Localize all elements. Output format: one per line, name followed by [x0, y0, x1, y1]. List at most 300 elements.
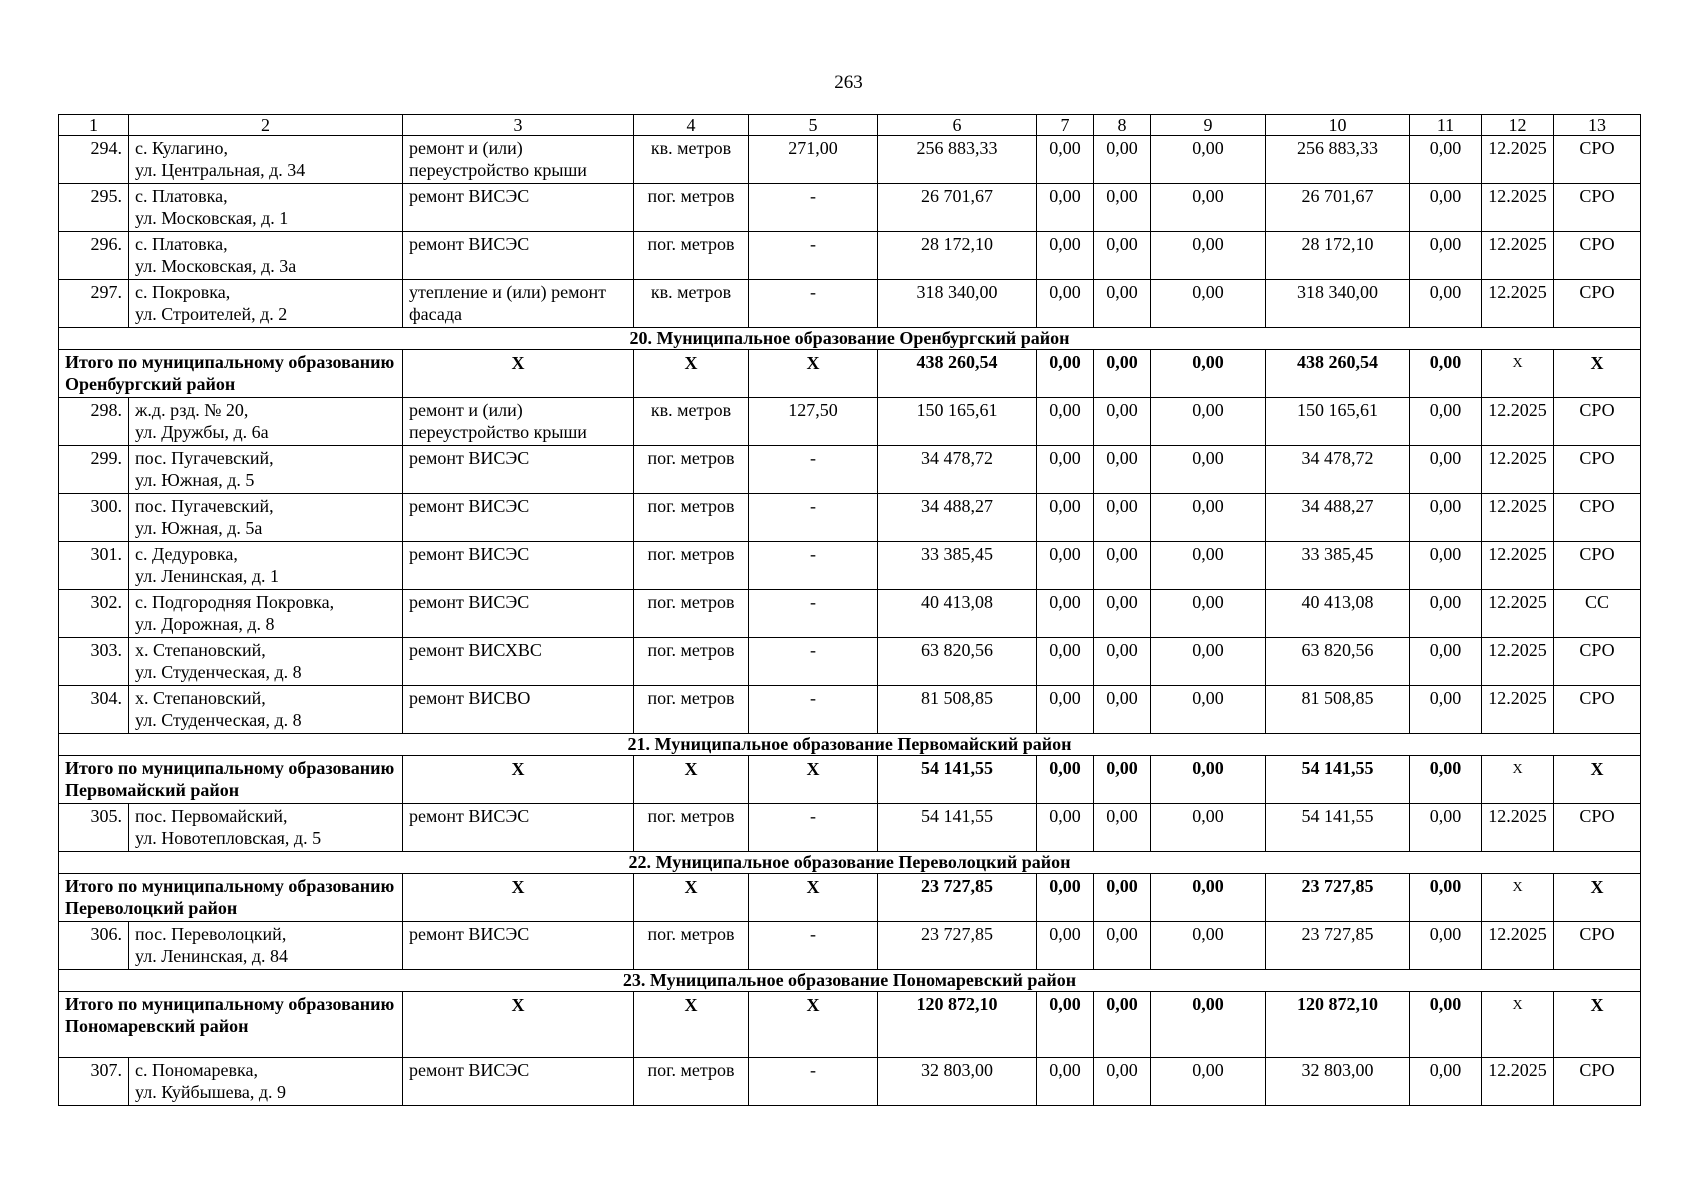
method: СРО: [1554, 232, 1641, 280]
x-mark: X: [1482, 756, 1554, 804]
quantity: -: [749, 446, 878, 494]
total-cost: 256 883,33: [878, 136, 1037, 184]
x-mark: X: [403, 756, 634, 804]
value-col-11: 0,00: [1410, 136, 1482, 184]
quantity: -: [749, 686, 878, 734]
subtotal-total: 23 727,85: [878, 874, 1037, 922]
x-mark: X: [1482, 874, 1554, 922]
address-cell: [129, 1058, 403, 1106]
quantity: -: [749, 804, 878, 852]
x-mark: X: [634, 756, 749, 804]
x-mark: X: [749, 992, 878, 1058]
subtotal-col-7: 0,00: [1037, 874, 1094, 922]
column-header: 13: [1554, 115, 1641, 136]
value-col-9: 0,00: [1151, 1058, 1266, 1106]
completion-date: 12.2025: [1482, 542, 1554, 590]
value-col-8: 0,00: [1094, 1058, 1151, 1106]
row-number: 303.: [59, 638, 129, 686]
work-type: ремонт ВИСВО: [403, 686, 634, 734]
table-row: [59, 232, 1641, 280]
unit: пог. метров: [634, 232, 749, 280]
subtotal-col-11: 0,00: [1410, 756, 1482, 804]
address-line-street: ул. Ленинская, д. 84: [135, 946, 289, 966]
row-number: 299.: [59, 446, 129, 494]
address-line-street: ул. Студенческая, д. 8: [135, 710, 302, 730]
value-col-10: 33 385,45: [1266, 542, 1410, 590]
unit: пог. метров: [634, 638, 749, 686]
value-col-8: 0,00: [1094, 136, 1151, 184]
total-cost: 32 803,00: [878, 1058, 1037, 1106]
subtotal-label: Итого по муниципальному образованию Переволоцкий район: [59, 874, 403, 922]
subtotal-col-10: 23 727,85: [1266, 874, 1410, 922]
value-col-9: 0,00: [1151, 804, 1266, 852]
address-line-settlement: пос. Переволоцкий,: [135, 924, 287, 944]
value-col-11: 0,00: [1410, 494, 1482, 542]
row-number: 294.: [59, 136, 129, 184]
x-mark: X: [1554, 756, 1641, 804]
value-col-9: 0,00: [1151, 638, 1266, 686]
value-col-11: 0,00: [1410, 922, 1482, 970]
total-cost: 23 727,85: [878, 922, 1037, 970]
address-line-settlement: с. Подгородняя Покровка,: [135, 592, 335, 612]
subtotal-col-11: 0,00: [1410, 350, 1482, 398]
column-header: 10: [1266, 115, 1410, 136]
x-mark: X: [403, 874, 634, 922]
value-col-9: 0,00: [1151, 494, 1266, 542]
address-line-street: ул. Дорожная, д. 8: [135, 614, 275, 634]
address-line-street: ул. Центральная, д. 34: [135, 160, 306, 180]
value-col-11: 0,00: [1410, 232, 1482, 280]
address-line-street: ул. Строителей, д. 2: [135, 304, 288, 324]
column-header: 5: [749, 115, 878, 136]
address-line-street: ул. Московская, д. 1: [135, 208, 289, 228]
table-row: [59, 590, 1641, 638]
value-col-9: 0,00: [1151, 232, 1266, 280]
unit: кв. метров: [634, 398, 749, 446]
completion-date: 12.2025: [1482, 638, 1554, 686]
subtotal-col-8: 0,00: [1094, 350, 1151, 398]
address-cell: [129, 184, 403, 232]
subtotal-col-8: 0,00: [1094, 756, 1151, 804]
value-col-11: 0,00: [1410, 1058, 1482, 1106]
address-line-street: ул. Южная, д. 5: [135, 470, 255, 490]
quantity: -: [749, 232, 878, 280]
column-header: 11: [1410, 115, 1482, 136]
value-col-8: 0,00: [1094, 494, 1151, 542]
column-header: 8: [1094, 115, 1151, 136]
row-number: 306.: [59, 922, 129, 970]
value-col-10: 32 803,00: [1266, 1058, 1410, 1106]
completion-date: 12.2025: [1482, 590, 1554, 638]
address-cell: [129, 922, 403, 970]
subtotal-label: Итого по муниципальному образованию Оренбургский район: [59, 350, 403, 398]
x-mark: X: [634, 992, 749, 1058]
row-number: 305.: [59, 804, 129, 852]
subtotal-col-10: 120 872,10: [1266, 992, 1410, 1058]
address-line-street: ул. Новотепловская, д. 5: [135, 828, 322, 848]
value-col-10: 318 340,00: [1266, 280, 1410, 328]
total-cost: 28 172,10: [878, 232, 1037, 280]
x-mark: X: [403, 992, 634, 1058]
value-col-7: 0,00: [1037, 446, 1094, 494]
value-col-7: 0,00: [1037, 804, 1094, 852]
value-col-9: 0,00: [1151, 686, 1266, 734]
work-type: утепление и (или) ремонт фасада: [403, 280, 634, 328]
value-col-8: 0,00: [1094, 638, 1151, 686]
row-number: 301.: [59, 542, 129, 590]
address-line-street: ул. Южная, д. 5а: [135, 518, 263, 538]
value-col-8: 0,00: [1094, 590, 1151, 638]
address-cell: [129, 280, 403, 328]
row-number: 300.: [59, 494, 129, 542]
work-type: ремонт ВИСЭС: [403, 494, 634, 542]
value-col-8: 0,00: [1094, 184, 1151, 232]
value-col-8: 0,00: [1094, 232, 1151, 280]
table-row: [59, 1058, 1641, 1106]
work-type: ремонт ВИСЭС: [403, 922, 634, 970]
unit: пог. метров: [634, 446, 749, 494]
column-header: 12: [1482, 115, 1554, 136]
work-type: ремонт и (или) переустройство крыши: [403, 398, 634, 446]
x-mark: X: [1554, 992, 1641, 1058]
unit: пог. метров: [634, 1058, 749, 1106]
method: СРО: [1554, 638, 1641, 686]
total-cost: 54 141,55: [878, 804, 1037, 852]
address-line-settlement: пос. Пугачевский,: [135, 448, 274, 468]
x-mark: X: [749, 350, 878, 398]
total-cost: 63 820,56: [878, 638, 1037, 686]
completion-date: 12.2025: [1482, 280, 1554, 328]
value-col-11: 0,00: [1410, 398, 1482, 446]
value-col-10: 28 172,10: [1266, 232, 1410, 280]
value-col-9: 0,00: [1151, 922, 1266, 970]
section-title: 20. Муниципальное образование Оренбургский район: [59, 328, 1641, 350]
address-line-street: ул. Студенческая, д. 8: [135, 662, 302, 682]
x-mark: X: [1554, 874, 1641, 922]
row-number: 296.: [59, 232, 129, 280]
method: СРО: [1554, 1058, 1641, 1106]
address-line-settlement: с. Пономаревка,: [135, 1060, 258, 1080]
value-col-11: 0,00: [1410, 590, 1482, 638]
subtotal-col-8: 0,00: [1094, 874, 1151, 922]
quantity: -: [749, 590, 878, 638]
method: СС: [1554, 590, 1641, 638]
value-col-10: 63 820,56: [1266, 638, 1410, 686]
column-header: 1: [59, 115, 129, 136]
value-col-10: 81 508,85: [1266, 686, 1410, 734]
address-line-settlement: х. Степановский,: [135, 640, 266, 660]
unit: пог. метров: [634, 542, 749, 590]
subtotal-col-9: 0,00: [1151, 350, 1266, 398]
address-line-settlement: ж.д. рзд. № 20,: [135, 400, 249, 420]
value-col-7: 0,00: [1037, 638, 1094, 686]
value-col-10: 40 413,08: [1266, 590, 1410, 638]
value-col-7: 0,00: [1037, 280, 1094, 328]
value-col-7: 0,00: [1037, 1058, 1094, 1106]
total-cost: 34 478,72: [878, 446, 1037, 494]
work-type: ремонт ВИСХВС: [403, 638, 634, 686]
section-title: 22. Муниципальное образование Переволоцкий район: [59, 852, 1641, 874]
unit: пог. метров: [634, 804, 749, 852]
table-row: [59, 398, 1641, 446]
table-row: [59, 136, 1641, 184]
work-type: ремонт ВИСЭС: [403, 446, 634, 494]
subtotal-total: 54 141,55: [878, 756, 1037, 804]
address-line-settlement: с. Дедуровка,: [135, 544, 238, 564]
unit: кв. метров: [634, 136, 749, 184]
column-header: 7: [1037, 115, 1094, 136]
table-row: [59, 494, 1641, 542]
value-col-11: 0,00: [1410, 280, 1482, 328]
value-col-8: 0,00: [1094, 280, 1151, 328]
value-col-10: 256 883,33: [1266, 136, 1410, 184]
address-line-street: ул. Дружбы, д. 6а: [135, 422, 269, 442]
value-col-8: 0,00: [1094, 686, 1151, 734]
total-cost: 33 385,45: [878, 542, 1037, 590]
quantity: -: [749, 542, 878, 590]
address-cell: [129, 494, 403, 542]
section-title: 23. Муниципальное образование Пономаревский район: [59, 970, 1641, 992]
subtotal-col-8: 0,00: [1094, 992, 1151, 1058]
work-type: ремонт и (или) переустройство крыши: [403, 136, 634, 184]
value-col-7: 0,00: [1037, 590, 1094, 638]
repair-schedule-table: [58, 114, 1641, 1106]
row-number: 297.: [59, 280, 129, 328]
value-col-9: 0,00: [1151, 136, 1266, 184]
value-col-11: 0,00: [1410, 638, 1482, 686]
value-col-10: 34 478,72: [1266, 446, 1410, 494]
address-cell: [129, 446, 403, 494]
address-cell: [129, 804, 403, 852]
address-line-settlement: х. Степановский,: [135, 688, 266, 708]
section-header-row: [59, 328, 1641, 350]
address-cell: [129, 136, 403, 184]
quantity: -: [749, 280, 878, 328]
subtotal-col-7: 0,00: [1037, 350, 1094, 398]
table-row: [59, 280, 1641, 328]
section-header-row: [59, 734, 1641, 756]
value-col-9: 0,00: [1151, 398, 1266, 446]
address-line-street: ул. Куйбышева, д. 9: [135, 1082, 286, 1102]
subtotal-row: [59, 992, 1641, 1058]
value-col-9: 0,00: [1151, 280, 1266, 328]
total-cost: 40 413,08: [878, 590, 1037, 638]
completion-date: 12.2025: [1482, 804, 1554, 852]
method: СРО: [1554, 542, 1641, 590]
total-cost: 26 701,67: [878, 184, 1037, 232]
x-mark: X: [403, 350, 634, 398]
table-row: [59, 686, 1641, 734]
table-row: [59, 184, 1641, 232]
work-type: ремонт ВИСЭС: [403, 590, 634, 638]
unit: пог. метров: [634, 686, 749, 734]
value-col-8: 0,00: [1094, 542, 1151, 590]
row-number: 307.: [59, 1058, 129, 1106]
total-cost: 34 488,27: [878, 494, 1037, 542]
unit: пог. метров: [634, 494, 749, 542]
unit: пог. метров: [634, 184, 749, 232]
subtotal-col-11: 0,00: [1410, 874, 1482, 922]
x-mark: X: [1482, 350, 1554, 398]
row-number: 298.: [59, 398, 129, 446]
x-mark: X: [749, 756, 878, 804]
method: СРО: [1554, 446, 1641, 494]
address-line-settlement: пос. Первомайский,: [135, 806, 288, 826]
table-row: [59, 804, 1641, 852]
subtotal-row: [59, 350, 1641, 398]
value-col-7: 0,00: [1037, 922, 1094, 970]
value-col-8: 0,00: [1094, 804, 1151, 852]
work-type: ремонт ВИСЭС: [403, 804, 634, 852]
completion-date: 12.2025: [1482, 446, 1554, 494]
section-header-row: [59, 852, 1641, 874]
method: СРО: [1554, 184, 1641, 232]
completion-date: 12.2025: [1482, 232, 1554, 280]
subtotal-total: 438 260,54: [878, 350, 1037, 398]
quantity: -: [749, 1058, 878, 1106]
method: СРО: [1554, 494, 1641, 542]
address-line-street: ул. Ленинская, д. 1: [135, 566, 280, 586]
total-cost: 318 340,00: [878, 280, 1037, 328]
value-col-9: 0,00: [1151, 542, 1266, 590]
address-line-settlement: с. Платовка,: [135, 234, 228, 254]
subtotal-col-10: 438 260,54: [1266, 350, 1410, 398]
value-col-7: 0,00: [1037, 184, 1094, 232]
address-line-settlement: с. Платовка,: [135, 186, 228, 206]
x-mark: X: [1482, 992, 1554, 1058]
quantity: -: [749, 922, 878, 970]
value-col-10: 54 141,55: [1266, 804, 1410, 852]
x-mark: X: [749, 874, 878, 922]
column-header: 6: [878, 115, 1037, 136]
work-type: ремонт ВИСЭС: [403, 232, 634, 280]
subtotal-col-7: 0,00: [1037, 756, 1094, 804]
table-row: [59, 638, 1641, 686]
total-cost: 150 165,61: [878, 398, 1037, 446]
subtotal-col-7: 0,00: [1037, 992, 1094, 1058]
quantity: 127,50: [749, 398, 878, 446]
subtotal-row: [59, 874, 1641, 922]
subtotal-col-9: 0,00: [1151, 874, 1266, 922]
quantity: -: [749, 638, 878, 686]
table-row: [59, 446, 1641, 494]
address-cell: [129, 686, 403, 734]
value-col-10: 26 701,67: [1266, 184, 1410, 232]
value-col-7: 0,00: [1037, 136, 1094, 184]
address-line-settlement: с. Покровка,: [135, 282, 231, 302]
x-mark: X: [1554, 350, 1641, 398]
unit: пог. метров: [634, 922, 749, 970]
column-number-header-row: [59, 115, 1641, 136]
value-col-11: 0,00: [1410, 542, 1482, 590]
address-line-settlement: с. Кулагино,: [135, 138, 228, 158]
table-row: [59, 542, 1641, 590]
method: СРО: [1554, 136, 1641, 184]
value-col-7: 0,00: [1037, 542, 1094, 590]
column-header: 3: [403, 115, 634, 136]
value-col-11: 0,00: [1410, 446, 1482, 494]
subtotal-total: 120 872,10: [878, 992, 1037, 1058]
value-col-8: 0,00: [1094, 398, 1151, 446]
subtotal-col-11: 0,00: [1410, 992, 1482, 1058]
unit: пог. метров: [634, 590, 749, 638]
work-type: ремонт ВИСЭС: [403, 1058, 634, 1106]
address-cell: [129, 398, 403, 446]
completion-date: 12.2025: [1482, 686, 1554, 734]
method: СРО: [1554, 922, 1641, 970]
value-col-7: 0,00: [1037, 232, 1094, 280]
subtotal-col-10: 54 141,55: [1266, 756, 1410, 804]
work-type: ремонт ВИСЭС: [403, 184, 634, 232]
value-col-10: 150 165,61: [1266, 398, 1410, 446]
quantity: 271,00: [749, 136, 878, 184]
value-col-7: 0,00: [1037, 494, 1094, 542]
address-line-street: ул. Московская, д. 3а: [135, 256, 297, 276]
value-col-8: 0,00: [1094, 446, 1151, 494]
row-number: 302.: [59, 590, 129, 638]
address-cell: [129, 590, 403, 638]
row-number: 304.: [59, 686, 129, 734]
method: СРО: [1554, 804, 1641, 852]
value-col-9: 0,00: [1151, 446, 1266, 494]
subtotal-label: Итого по муниципальному образованию Пономаревский район: [59, 992, 403, 1058]
subtotal-row: [59, 756, 1641, 804]
completion-date: 12.2025: [1482, 184, 1554, 232]
value-col-9: 0,00: [1151, 184, 1266, 232]
column-header: 9: [1151, 115, 1266, 136]
value-col-11: 0,00: [1410, 184, 1482, 232]
completion-date: 12.2025: [1482, 1058, 1554, 1106]
method: СРО: [1554, 280, 1641, 328]
work-type: ремонт ВИСЭС: [403, 542, 634, 590]
value-col-10: 23 727,85: [1266, 922, 1410, 970]
address-cell: [129, 542, 403, 590]
value-col-8: 0,00: [1094, 922, 1151, 970]
page-number: 263: [834, 72, 863, 93]
unit: кв. метров: [634, 280, 749, 328]
completion-date: 12.2025: [1482, 136, 1554, 184]
x-mark: X: [634, 350, 749, 398]
method: СРО: [1554, 686, 1641, 734]
completion-date: 12.2025: [1482, 922, 1554, 970]
value-col-7: 0,00: [1037, 686, 1094, 734]
address-line-settlement: пос. Пугачевский,: [135, 496, 274, 516]
section-title: 21. Муниципальное образование Первомайский район: [59, 734, 1641, 756]
quantity: -: [749, 494, 878, 542]
value-col-10: 34 488,27: [1266, 494, 1410, 542]
method: СРО: [1554, 398, 1641, 446]
address-cell: [129, 232, 403, 280]
column-header: 4: [634, 115, 749, 136]
subtotal-label: Итого по муниципальному образованию Первомайский район: [59, 756, 403, 804]
completion-date: 12.2025: [1482, 494, 1554, 542]
section-header-row: [59, 970, 1641, 992]
value-col-11: 0,00: [1410, 686, 1482, 734]
table-row: [59, 922, 1641, 970]
address-cell: [129, 638, 403, 686]
subtotal-col-9: 0,00: [1151, 992, 1266, 1058]
subtotal-col-9: 0,00: [1151, 756, 1266, 804]
completion-date: 12.2025: [1482, 398, 1554, 446]
row-number: 295.: [59, 184, 129, 232]
x-mark: X: [634, 874, 749, 922]
value-col-11: 0,00: [1410, 804, 1482, 852]
value-col-7: 0,00: [1037, 398, 1094, 446]
total-cost: 81 508,85: [878, 686, 1037, 734]
quantity: -: [749, 184, 878, 232]
value-col-9: 0,00: [1151, 590, 1266, 638]
column-header: 2: [129, 115, 403, 136]
